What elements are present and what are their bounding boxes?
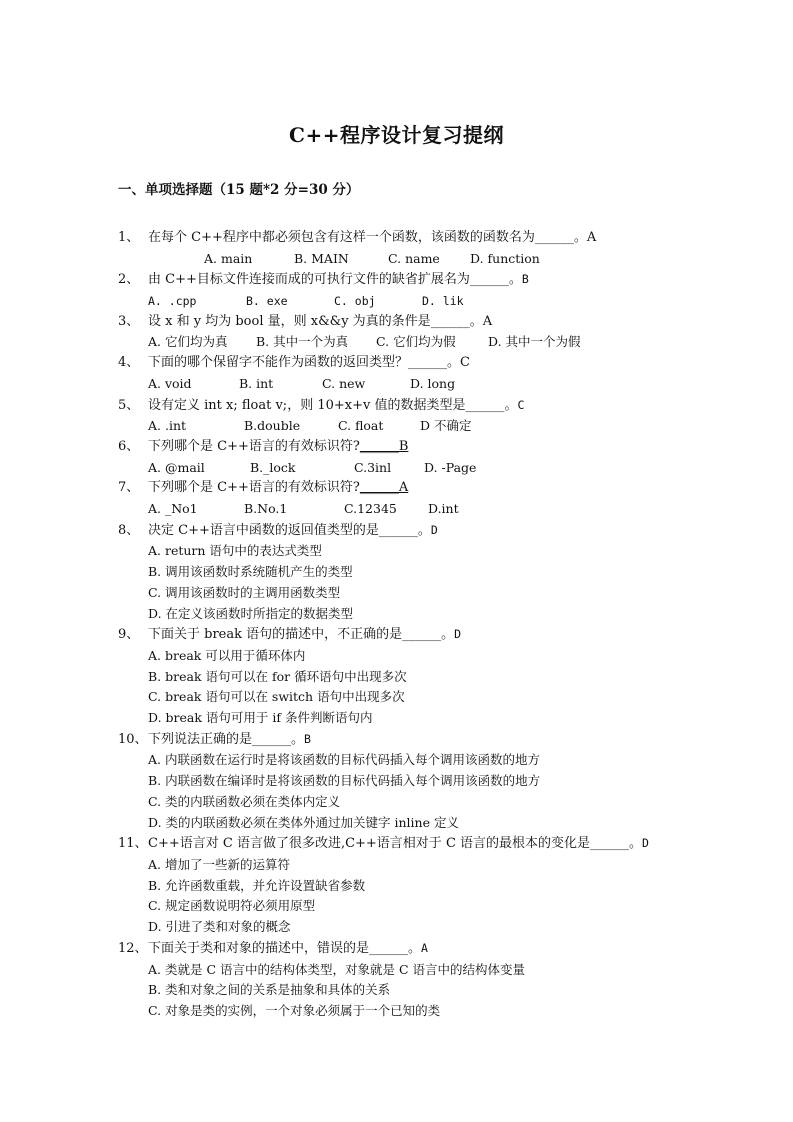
question-number: 1、 [118, 230, 140, 245]
option-a: A. main [204, 250, 253, 266]
question-end: 。 [573, 230, 587, 245]
question-end: 。 [629, 836, 643, 852]
question-list [118, 228, 678, 1022]
answer-blank: ______A [359, 480, 409, 496]
answer-key: C [517, 397, 525, 412]
question-12 [118, 938, 678, 960]
option-c: C. 规定函数说明符必须用原型 [148, 898, 316, 914]
option-c: C. name [388, 250, 440, 266]
answer-blank: ______ [402, 627, 442, 643]
question-7 [118, 478, 678, 499]
option-c: C. float [338, 418, 384, 434]
option-d: D. break 语句可用于 if 条件判断语句内 [148, 710, 373, 726]
question-text: 下列哪个是 C++语言的有效标识符? [148, 480, 360, 496]
question-text: 设有定义 int x; float v;，则 10+x+v 值的数据类型是 [148, 397, 466, 413]
option-c: C. 它们均为假 [376, 334, 456, 350]
option-c: C. 对象是类的实例，一个对象必须属于一个已知的类 [148, 1002, 441, 1018]
answer-key: A [421, 940, 428, 955]
option-d: D. lik [422, 294, 464, 309]
question-2 [118, 269, 678, 291]
question-9 [118, 624, 678, 646]
question-text: 下列说法正确的是 [148, 731, 253, 747]
question-text: C++语言对 C 语言做了很多改进,C++语言相对于 C 语言的最根本的变化是 [148, 836, 591, 852]
answer-blank: ______B [359, 438, 409, 454]
question-text: 在每个 C++程序中都必须包含有这样一个函数，该函数的函数名为 [148, 230, 535, 245]
question-number: 10、 [118, 731, 148, 747]
option-b: B. exe [246, 294, 288, 309]
option-d: D. -Page [424, 459, 477, 475]
question-text: 决定 C++语言中函数的返回值类型的是 [148, 522, 379, 538]
question-text: 设 x 和 y 均为 bool 量，则 x&&y 为真的条件是 [148, 313, 431, 329]
option-a: A. _No1 [148, 501, 198, 517]
answer-blank: ______ [408, 355, 448, 371]
option-b: B.No.1 [244, 501, 288, 517]
question-end: 。 [508, 272, 522, 288]
option-d: D.int [428, 501, 459, 517]
question-text: 下列哪个是 C++语言的有效标识符? [148, 438, 360, 454]
answer-blank: ______ [465, 397, 505, 413]
answer-blank: ______ [252, 731, 292, 747]
option-d: D. 其中一个为假 [488, 334, 581, 350]
option-a: A. 内联函数在运行时是将该函数的目标代码插入每个调用该函数的地方 [148, 752, 540, 768]
question-end: 。 [441, 627, 455, 643]
option-b: B. break 语句可以在 for 循环语句中出现多次 [148, 668, 407, 684]
answer-blank: ______ [534, 230, 574, 245]
option-b: B. 内联函数在编译时是将该函数的目标代码插入每个调用该函数的地方 [148, 773, 541, 789]
option-d: D 不确定 [420, 418, 472, 434]
question-8 [118, 520, 678, 542]
option-a: A. @mail [148, 459, 205, 475]
option-c: C. break 语句可以在 switch 语句中出现多次 [148, 689, 405, 705]
answer-blank: ______ [369, 940, 409, 956]
question-number: 11、 [118, 836, 148, 852]
option-d: D. long [410, 375, 456, 391]
options-row [118, 291, 678, 312]
option-c: C. new [322, 375, 366, 391]
answer-blank: ______ [590, 836, 630, 852]
option-d: D. function [470, 250, 540, 266]
option-d: D. 在定义该函数时所指定的数据类型 [148, 605, 354, 621]
option-c: C. obj [334, 294, 376, 309]
option-b: B.double [244, 418, 301, 434]
option-d: D. 类的内联函数必须在类体外通过加关键字 inline 定义 [148, 814, 459, 830]
answer-blank: ______ [378, 522, 418, 538]
question-number: 7、 [118, 480, 140, 496]
option-a: A. return 语句中的表达式类型 [148, 543, 322, 559]
answer-key: A [586, 230, 597, 245]
question-10 [118, 729, 678, 751]
options-row [118, 374, 678, 395]
question-number: 8、 [118, 522, 140, 538]
option-b: B._lock [250, 459, 296, 475]
page-title: C++程序设计复习提纲 [289, 123, 504, 147]
option-b: B. 类和对象之间的关系是抽象和具体的关系 [148, 982, 391, 998]
option-b: B. 允许函数重载，并允许设置缺省参数 [148, 877, 366, 893]
options-row [118, 249, 678, 270]
option-c: C.3inl [354, 459, 392, 475]
question-number: 6、 [118, 438, 140, 454]
answer-key: A [482, 313, 493, 329]
option-a: A. 类就是 C 语言中的结构体类型，对象就是 C 语言中的结构体变量 [148, 961, 525, 977]
section-heading: 一、单项选择题（15 题*2 分=30 分） [118, 182, 360, 198]
answer-key: D [430, 522, 438, 537]
option-c: C. 类的内联函数必须在类体内定义 [148, 793, 341, 809]
question-number: 4、 [118, 355, 140, 371]
question-number: 2、 [118, 272, 140, 288]
option-a: A. .int [148, 418, 187, 434]
option-b: B. 调用该函数时系统随机产生的类型 [148, 564, 353, 580]
answer-blank: ______ [469, 272, 509, 288]
option-a: A. 它们均为真 [148, 334, 228, 350]
option-b: B. MAIN [294, 250, 349, 266]
option-a: A. break 可以用于循环体内 [148, 647, 306, 663]
question-end: 。 [417, 522, 431, 538]
answer-key: C [460, 355, 470, 371]
option-b: B. 其中一个为真 [256, 334, 349, 350]
question-number: 5、 [118, 397, 140, 413]
question-11 [118, 833, 678, 855]
answer-key: B [521, 272, 529, 287]
question-6 [118, 437, 678, 458]
option-c: C. 调用该函数时的主调用函数类型 [148, 584, 341, 600]
question-text: 下面的哪个保留字不能作为函数的返回类型？ [148, 355, 409, 371]
question-end: 。 [291, 731, 305, 747]
option-a: A. 增加了一些新的运算符 [148, 856, 290, 872]
question-number: 3、 [118, 313, 140, 329]
question-5 [118, 395, 678, 417]
answer-blank: ______ [430, 313, 470, 329]
question-end: 。 [447, 355, 461, 371]
option-c: C.12345 [344, 501, 397, 517]
answer-key: D [454, 627, 462, 642]
option-a: A. void [148, 375, 192, 391]
question-1 [118, 228, 678, 249]
question-end: 。 [504, 397, 518, 413]
answer-key: D [642, 836, 649, 851]
answer-key: B [304, 731, 311, 746]
option-a: A. .cpp [148, 294, 197, 309]
question-4 [118, 353, 678, 374]
question-end: 。 [469, 313, 483, 329]
question-end: 。 [408, 940, 422, 956]
options-row [118, 332, 678, 353]
question-number: 12、 [118, 940, 148, 956]
options-row [118, 458, 678, 479]
question-text: 由 C++目标文件连接而成的可执行文件的缺省扩展名为 [148, 272, 470, 288]
option-b: B. int [239, 375, 274, 391]
question-number: 9、 [118, 627, 140, 643]
question-text: 下面关于类和对象的描述中，错误的是 [148, 940, 370, 956]
option-d: D. 引进了类和对象的概念 [148, 919, 291, 935]
options-row [118, 416, 678, 437]
options-row [118, 499, 678, 520]
question-3 [118, 312, 678, 333]
question-text: 下面关于 break 语句的描述中，不正确的是 [148, 627, 403, 643]
